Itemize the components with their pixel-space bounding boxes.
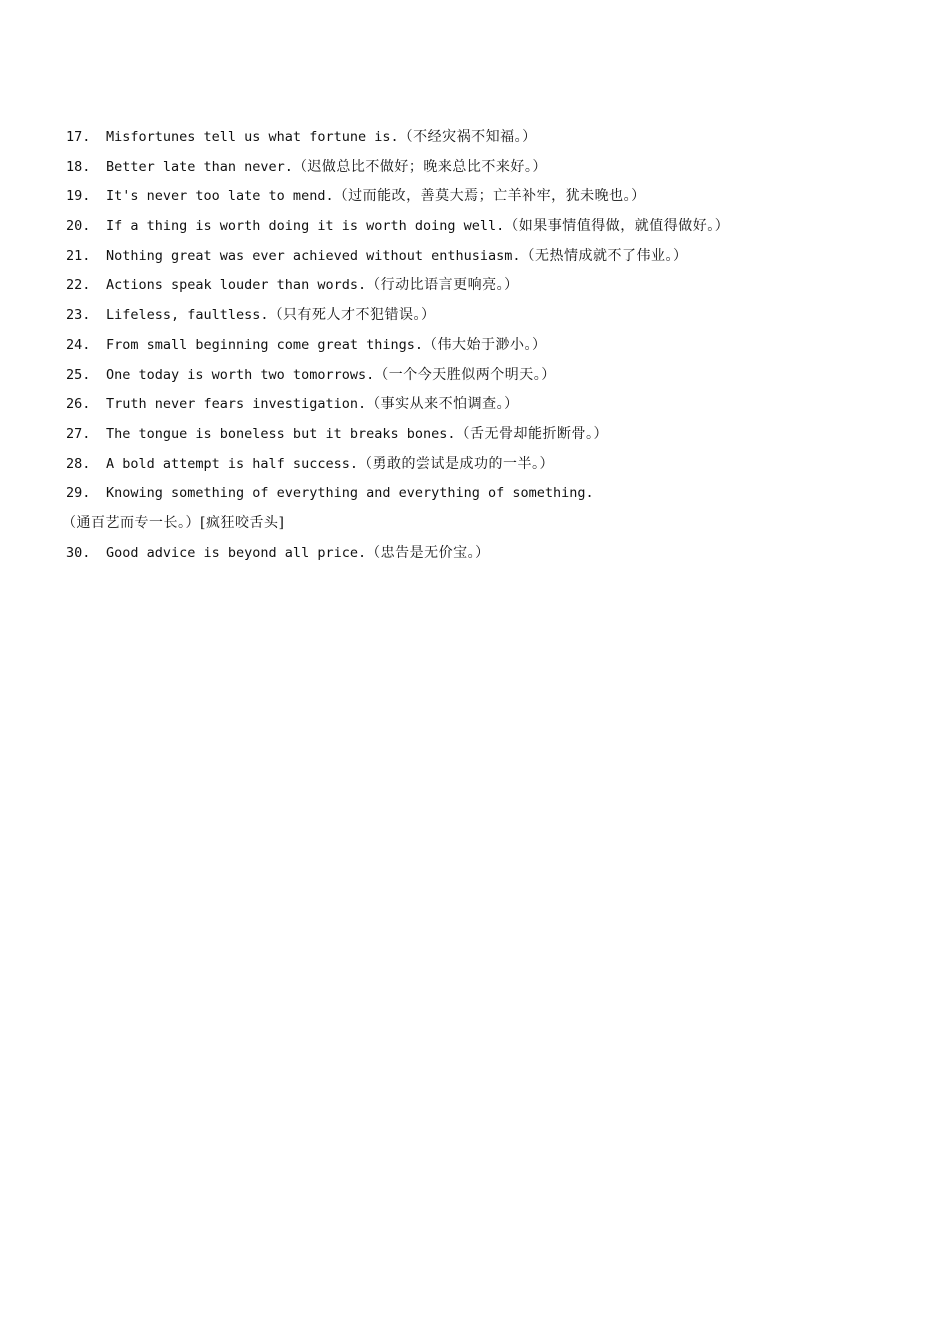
proverb-number: 19. — [66, 188, 91, 205]
proverb-list — [62, 126, 906, 571]
proverb-chinese: （不经灾祸不知福。） — [398, 129, 537, 145]
proverb-line — [66, 542, 906, 572]
proverb-chinese: （只有死人才不犯错误。） — [268, 307, 436, 324]
proverb-number: 21. — [66, 247, 91, 264]
proverb-number: 25. — [66, 366, 91, 383]
proverb-english: Better late than never. — [106, 158, 293, 175]
proverb-continuation-line — [62, 512, 906, 542]
proverb-line — [66, 274, 906, 304]
proverb-chinese: （行动比语言更响亮。） — [366, 277, 519, 294]
proverb-number: 27. — [66, 425, 91, 442]
proverb-line — [66, 393, 906, 423]
proverb-english: A bold attempt is half success. — [106, 455, 358, 472]
proverb-line — [66, 304, 906, 334]
proverb-line — [66, 482, 906, 512]
proverb-english: It's never too late to mend. — [106, 188, 334, 205]
proverb-english: Lifeless, faultless. — [106, 307, 269, 324]
proverb-english: Knowing something of everything and everything of something. — [106, 485, 594, 502]
proverb-line — [66, 185, 906, 215]
proverb-number: 26. — [66, 396, 91, 413]
proverb-english: Good advice is beyond all price. — [106, 544, 367, 561]
proverb-english: One today is worth two tomorrows. — [106, 366, 375, 383]
proverb-number: 23. — [66, 307, 91, 324]
proverb-chinese: （舌无骨却能折断骨。） — [455, 425, 608, 442]
proverb-chinese: （勇敢的尝试是成功的一半。） — [357, 455, 554, 472]
proverb-english: Actions speak louder than words. — [106, 277, 367, 294]
proverb-number: 18. — [66, 158, 91, 175]
proverb-chinese: （过而能改，善莫大焉；亡羊补牢，犹未晚也。） — [333, 188, 646, 205]
proverb-number: 24. — [66, 336, 91, 353]
proverb-number: 17. — [66, 129, 91, 145]
proverb-chinese: （如果事情值得做，就值得做好。） — [504, 218, 730, 235]
proverb-line — [66, 126, 906, 156]
proverb-number: 20. — [66, 218, 91, 235]
proverb-number: 22. — [66, 277, 91, 294]
proverb-line — [66, 423, 906, 453]
proverb-english: If a thing is worth doing it is worth doing well. — [106, 218, 505, 235]
proverb-english: From small beginning come great things. — [106, 336, 423, 353]
proverb-chinese: （忠告是无价宝。） — [366, 544, 490, 561]
proverb-line — [66, 334, 906, 364]
proverb-line — [66, 245, 906, 275]
proverb-chinese: （事实从来不怕调查。） — [366, 396, 519, 413]
proverb-chinese: （伟大始于渺小。） — [422, 336, 547, 353]
proverb-chinese: （无热情成就不了伟业。） — [520, 247, 688, 264]
proverb-line — [66, 453, 906, 483]
proverb-chinese: （迟做总比不做好；晚来总比不来好。） — [292, 158, 547, 175]
proverb-number: 29. — [66, 485, 91, 502]
proverb-number: 30. — [66, 544, 91, 561]
proverb-english: Truth never fears investigation. — [106, 396, 367, 413]
proverb-chinese: （通百艺而专一长。）[疯狂咬舌头] — [62, 514, 285, 531]
proverb-line — [66, 156, 906, 186]
proverb-chinese: （一个今天胜似两个明天。） — [374, 366, 556, 383]
proverb-english: Misfortunes tell us what fortune is. — [106, 129, 399, 145]
proverb-number: 28. — [66, 455, 91, 472]
proverb-line — [66, 364, 906, 394]
proverb-english: The tongue is boneless but it breaks bones. — [106, 425, 456, 442]
proverb-english: Nothing great was ever achieved without enthusiasm. — [106, 247, 521, 264]
proverb-line — [66, 215, 906, 245]
